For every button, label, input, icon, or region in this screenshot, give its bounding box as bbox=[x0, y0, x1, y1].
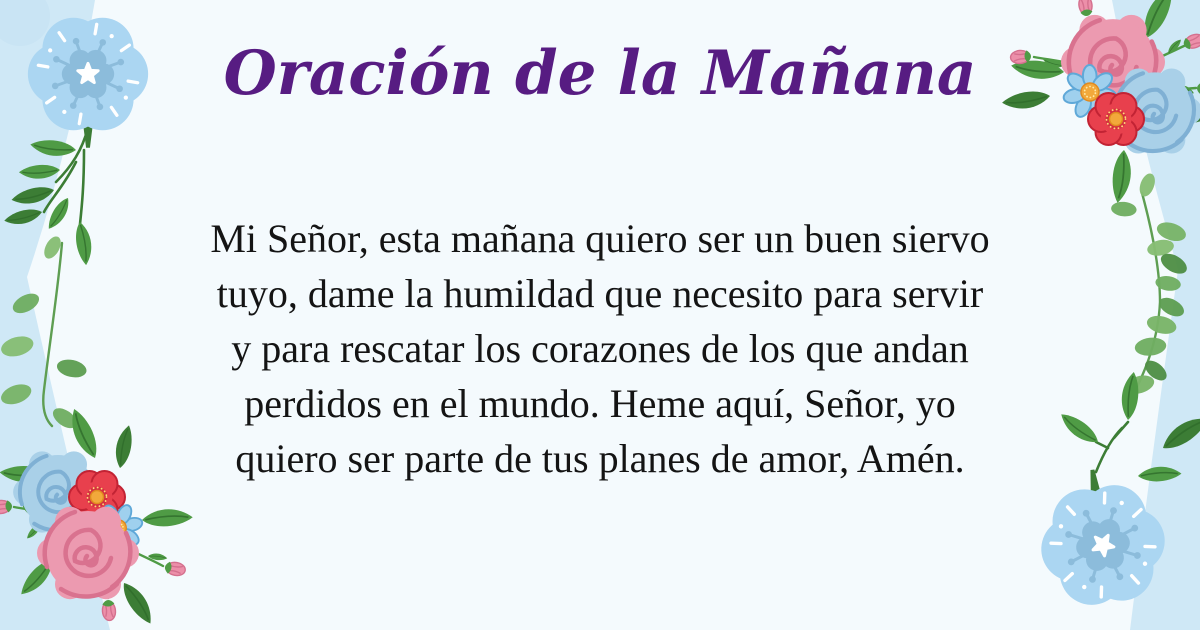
prayer-line: tuyo, dame la humildad que necesito para servir bbox=[216, 271, 984, 316]
prayer-line: quiero ser parte de tus planes de amor, Amén. bbox=[235, 436, 965, 481]
prayer-line: y para rescatar los corazones de los que andan bbox=[231, 326, 969, 371]
prayer-line: Mi Señor, esta mañana quiero ser un buen siervo bbox=[210, 216, 990, 261]
prayer-text bbox=[70, 211, 1130, 486]
prayer-line: perdidos en el mundo. Heme aquí, Señor, yo bbox=[244, 381, 956, 426]
page-title: Oración de la Mañana bbox=[223, 38, 977, 109]
